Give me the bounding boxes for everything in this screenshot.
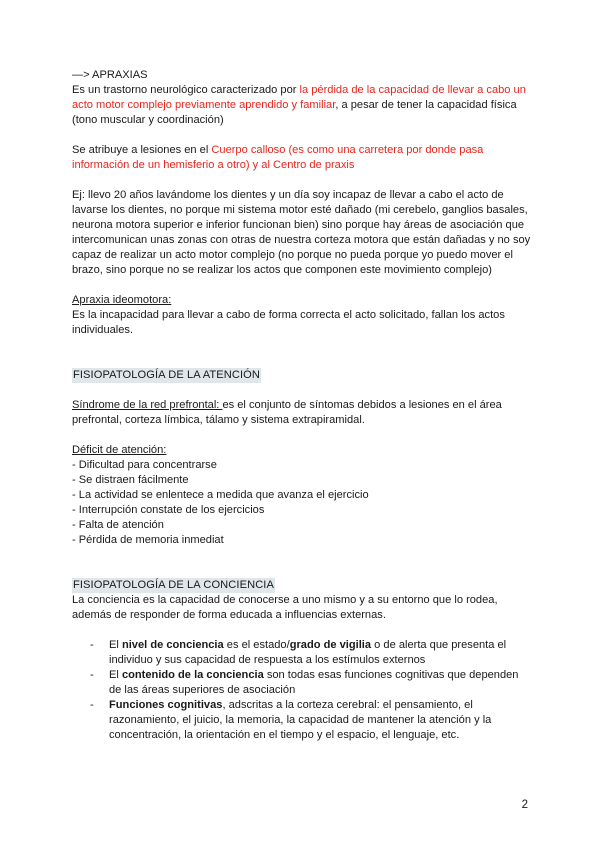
deficit-item: - La actividad se enlentece a medida que avanza el ejercicio: [72, 489, 369, 501]
apraxias-definition: [72, 83, 532, 128]
item-text: , adscritas a la corteza cerebral: el pensamiento, el razonamiento, el juicio, la memoria, la capacidad de mantener la atención y la concentración, la orientación en el tiempo y el espacio, el lenguaje, etc.: [109, 699, 492, 741]
apraxias-cause: [72, 143, 532, 173]
sindrome-text: es el conjunto de síntomas debidos a lesiones en el área prefrontal, corteza límbica, tálamo y sistema extrapiramidal.: [72, 399, 502, 426]
atencion-heading: FISIOPATOLOGÍA DE LA ATENCIÓN: [73, 369, 261, 381]
conciencia-intro: La conciencia es la capacidad de conocerse a uno mismo y a su entorno que lo rodea, además de responder de forma educada a influencias externas.: [72, 594, 498, 621]
apraxias-heading: —> APRAXIAS: [72, 69, 148, 81]
sindrome-title: Síndrome de la red prefrontal:: [72, 399, 223, 411]
item-text: El: [109, 639, 122, 651]
item-bold: contenido de la conciencia: [121, 669, 264, 681]
cause-highlight: Cuerpo calloso (es como una carretera por donde pasa información de un hemisferio a otro) y al Centro de praxis: [72, 144, 484, 171]
conciencia-list: [72, 638, 532, 743]
ideomotora-title: Apraxia ideomotora:: [72, 294, 172, 306]
item-text: son todas esas funciones cognitivas que dependen de las áreas superiores de asociación: [109, 669, 519, 696]
list-item: [109, 638, 532, 668]
list-item: [109, 698, 532, 743]
definition-highlight: la pérdida de la capacidad de llevar a cabo un acto motor complejo previamente aprendido y familiar: [72, 84, 526, 111]
deficit-item: - Dificultad para concentrarse: [72, 459, 217, 471]
ideomotora-text: Es la incapacidad para llevar a cabo de forma correcta el acto solicitado, fallan los actos individuales.: [72, 309, 505, 336]
cause-text: Se atribuye a lesiones en el: [72, 144, 212, 156]
deficit-item: - Se distraen fácilmente: [72, 474, 189, 486]
definition-text-end: , a pesar de tener la capacidad física (tono muscular y coordinación): [72, 99, 517, 126]
conciencia-heading: FISIOPATOLOGÍA DE LA CONCIENCIA: [73, 579, 274, 591]
list-item: [109, 668, 532, 698]
item-text: es el estado/: [223, 639, 290, 651]
page-number: 2: [521, 799, 528, 811]
deficit-item: - Falta de atención: [72, 519, 164, 531]
item-bold: grado de vigilia: [289, 639, 372, 651]
sindrome-paragraph: [72, 398, 532, 428]
apraxias-example: Ej: llevo 20 años lavándome los dientes y un día soy incapaz de llevar a cabo el acto de lavarse los dientes, no porque mi sistema motor esté dañado (mi cerebelo, ganglios basales, neurona motora superior e inferior funcionan bien) sino porque hay áreas de asociación que intercomunican unas zonas con otras de nuestra corteza motora que están dañadas y no soy capaz de realizar un acto motor complejo (no porque no pueda porque yo puedo mover el brazo, sino porque no se realizar los actos que componen este movimiento complejo): [72, 189, 531, 276]
deficit-item: - Pérdida de memoria inmediat: [72, 534, 224, 546]
deficit-title: Déficit de atención:: [72, 444, 167, 456]
definition-text: Es un trastorno neurológico caracterizado por: [72, 84, 300, 96]
item-bold: nivel de conciencia: [121, 639, 224, 651]
item-text: El: [109, 669, 122, 681]
item-text: o de alerta que presenta el individuo y sus capacidad de respuesta a los estímulos externos: [109, 639, 507, 666]
item-bold: Funciones cognitivas: [109, 699, 223, 711]
deficit-item: - Interrupción constate de los ejercicios: [72, 504, 265, 516]
document-page: [72, 68, 532, 743]
